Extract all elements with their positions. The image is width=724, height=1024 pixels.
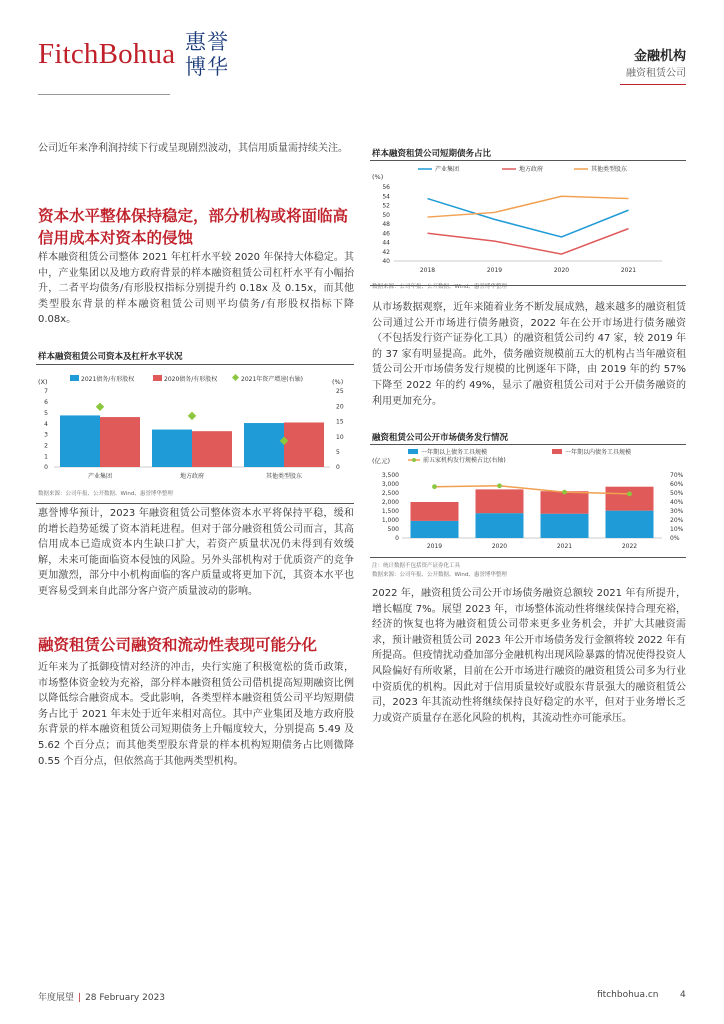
chart1-ytick: 46 [382, 230, 390, 238]
chart3-legend-swatch-1 [408, 449, 418, 454]
chart3-ytick-left: 1,500 [381, 508, 399, 516]
chart2-legend-swatch-1 [70, 375, 79, 381]
chart3-xtick: 2022 [621, 543, 638, 550]
left-paragraph-4: 近年来为了抵御疫情对经济的冲击，央行实施了积极宽松的货币政策，市场整体资金较为充裕，部分样本融资租赁公司借机提高短期融资比例以降低综合融资成本。受此影响，各类型样本融资租赁公司平均短期债务占比于 2021 年末处于近年来相对高位。其中产业集团及地方政府股东背景的样本融资租赁公司短期债务上升幅度较大，分别提高 5.49 及 5.62 个百分点；而其他类型股东背景的样本机构短期债务占比则微降 0.55 个百分点，但依然高于其他两类型机构。 [38, 662, 354, 767]
chart1-ytick: 52 [382, 202, 390, 210]
chart2-title: 样本融资租赁公司资本及杠杆水平状况 [38, 352, 183, 362]
section-title: 金融机构 [633, 49, 686, 64]
chart2-legend-2: 2020债务/有形股权 [164, 376, 218, 383]
footer-left [38, 990, 165, 1003]
chart2-bar-2020 [100, 417, 140, 467]
chart1-ytick: 50 [382, 211, 390, 219]
chart1-ytick: 44 [382, 239, 390, 247]
chart2-ytick-left: 6 [44, 399, 48, 407]
chart2-bar-2021 [152, 430, 192, 467]
chart2-yright-label: (%) [332, 378, 344, 386]
footer-page-number: 4 [680, 990, 686, 1000]
chart3-legend-2: 一年期以内债务工具规模 [565, 449, 632, 456]
chart1-series-line-2 [428, 229, 629, 254]
chart3-share-marker [627, 492, 632, 497]
chart3-bar-short-term [541, 491, 589, 514]
chart3-ytick-right: 70% [670, 472, 684, 480]
chart1-xtick: 2019 [486, 267, 503, 274]
chart3-ytick-left: 2,000 [381, 499, 399, 507]
chart3-ytick-left: 0 [395, 535, 399, 543]
chart2-legend-swatch-3 [232, 374, 239, 381]
chart3-ytick-left: 3,500 [381, 472, 399, 480]
chart3-svg [370, 445, 686, 557]
chart3-title: 融资租赁公司公开市场债务发行情况 [372, 433, 509, 443]
chart1-legend-2: 地方政府 [519, 166, 544, 173]
chart3-bar-short-term [411, 502, 459, 521]
chart3-note: 注：统计数据不包括资产证券化工具 [372, 563, 461, 569]
footer-date: 28 February 2023 [85, 993, 166, 1003]
chart2-svg [36, 365, 354, 503]
logo-text: FitchBohua [38, 38, 176, 70]
chart1-legend-3: 其他类型股东 [591, 166, 628, 173]
chart3-bar-short-term [476, 489, 524, 513]
chart2-bar-2020 [284, 422, 324, 467]
chart2-xtick: 地方政府 [179, 473, 205, 480]
chart2-ytick-right: 0 [336, 464, 340, 472]
chart3-ytick-right: 40% [670, 499, 684, 507]
right-paragraph-2: 2022 年，融资租赁公司公开市场债务融资总额较 2021 年有所提升，增长幅度 7%。展望 2023 年，市场整体流动性将继续保持合理充裕，经济的恢复也将为融资租赁公司带来更多业务机会，并扩大其融资需求，预计融资租赁公司 2023 年公开市场债务发行金额将较 2022 年有所提高。但疫情扰动叠加部分金融机构出现风险暴露的情况使得投资人风险偏好有所收紧，目前在公开市场进行融资的融资租赁公司多为行业中资质优的机构。因此对于信用质量较好或股东背景强大的融资租赁公司，2023 年其流动性将继续保持良好稳定的水平，但对于业务增长乏力或资产质量存在恶化风险的机构，其流动性亦可能承压。 [372, 588, 686, 724]
chart2-yleft-label: (X) [38, 378, 48, 386]
chart3-legend-swatch-2 [552, 449, 562, 454]
chart3-ytick-left: 2,500 [381, 490, 399, 498]
chart3-bar-long-term [541, 514, 589, 538]
chart3-frame [370, 444, 686, 558]
left-paragraph-1: 公司近年来净利润持续下行或呈现剧烈波动，其信用质量需持续关注。 [38, 143, 348, 154]
section-subtitle: 融资租赁公司 [626, 68, 686, 79]
chart1-ytick: 56 [382, 184, 390, 192]
chart3-bar-long-term [411, 521, 459, 538]
footer-website: fitchbohua.cn [597, 990, 659, 1000]
chart1-series-line-3 [428, 196, 629, 217]
chart1-ytick: 40 [382, 258, 390, 266]
chart1-title: 样本融资租赁公司短期债务占比 [372, 149, 492, 159]
logo-chinese [185, 30, 235, 80]
chart2-asset-growth-marker [96, 403, 104, 411]
chart2-xtick: 产业集团 [87, 473, 113, 480]
chart2-legend-swatch-2 [153, 375, 162, 381]
chart3-ytick-right: 20% [670, 517, 684, 525]
heading-financing: 融资租赁公司融资和流动性表现可能分化 [38, 636, 318, 654]
chart2-bar-2021 [60, 415, 100, 467]
chart3-legend-1: 一年期以上债务工具规模 [421, 449, 488, 456]
chart2-ytick-right: 15 [336, 418, 344, 426]
chart2-legend-3: 2021年资产增速(右轴) [241, 376, 303, 383]
left-paragraph-3: 惠誉博华预计，2023 年融资租赁公司整体资本水平将保持平稳，缓和的增长趋势延缓了资本消耗进程。但对于部分融资租赁公司而言，其高信用成本已造成资本内生缺口扩大，若资产质量状况仍未得到有效缓解，未来可能面临资本侵蚀的风险。另外头部机构对于优质资产的竞争更加激烈，部分中小机构面临的客户质量或将更加下沉，其资本水平也更容易受到来自此部分客户资产质量波动的影响。 [38, 508, 354, 597]
chart2-ytick-right: 5 [336, 449, 340, 456]
logo-cn-line1: 惠誉 [185, 30, 229, 54]
chart2-ytick-right: 25 [336, 388, 344, 396]
chart3-xtick: 2021 [556, 543, 573, 550]
chart1-svg [370, 161, 686, 285]
chart2-bar-2021 [244, 423, 284, 467]
footer-separator: | [78, 993, 82, 1003]
chart3-ytick-right: 30% [670, 508, 684, 516]
chart3-source: 数据来源：公司年报、公开数据、Wind、惠誉博华整理 [372, 572, 507, 578]
chart2-asset-growth-marker [188, 412, 196, 420]
chart3-xtick: 2019 [426, 543, 443, 550]
chart1-source: 数据来源：公司年报、公开数据、Wind、惠誉博华整理 [372, 284, 507, 290]
chart2-ytick-left: 3 [44, 431, 48, 439]
chart3-ytick-right: 10% [670, 526, 684, 534]
chart1-xtick: 2020 [553, 267, 570, 274]
left-paragraph-2: 样本融资租赁公司整体 2021 年杠杆水平较 2020 年保持大体稳定。其中，产业集团以及地方政府背景的样本融资租赁公司杠杆水平有小幅抬升，二者平均债务/有形股权指标分别提升约 0.18x 及 0.15x，而其他类型股东背景的样本融资租赁公司则平均债务/有形股权指标下降 0.08x。 [38, 252, 354, 326]
chart2-bar-2020 [192, 431, 232, 467]
right-paragraph-1: 从市场数据观察，近年来随着业务不断发展成熟，越来越多的融资租赁公司通过公开市场进行债务融资，2022 年在公开市场进行债务融资（不包括发行资产证券化工具）的融资租赁公司约 47 家，较 2019 年的 37 家有明显提高。此外，债务融资规模前五大的机构占当年融资租赁公司公开市场债务发行规模的比例逐年下降，由 2019 年的约 57%下降至 2022 年的约 49%，显示了融资租赁公司对于公开债务融资的利用更加充分。 [372, 302, 686, 407]
chart2-ytick-right: 10 [336, 433, 344, 441]
chart3-bar-long-term [606, 511, 654, 538]
chart1-ytick: 48 [382, 221, 390, 229]
logo-cn-line2: 博华 [185, 55, 229, 79]
chart3-legend-3: 前五家机构发行规模占比(右轴) [423, 457, 506, 464]
chart1-xtick: 2021 [620, 267, 637, 274]
chart1-ytick: 42 [382, 248, 390, 256]
logo-divider [38, 94, 170, 95]
chart3-ytick-right: 50% [670, 490, 684, 498]
chart3-ytick-left: 500 [387, 526, 399, 534]
chart3-ytick-left: 1,000 [381, 517, 399, 525]
header-divider [620, 84, 686, 85]
chart3-bar-long-term [476, 513, 524, 538]
chart3-bar-short-term [606, 487, 654, 511]
chart3-ytick-right: 0% [670, 535, 680, 543]
heading-capital: 资本水平整体保持稳定，部分机构或将面临高信用成本对资本的侵蚀 [38, 207, 349, 247]
chart2-ytick-left: 4 [44, 420, 48, 428]
chart1-unit-label: (%) [372, 173, 384, 181]
chart3-share-marker [432, 484, 437, 489]
chart3-xtick: 2020 [491, 543, 508, 550]
chart3-share-line [435, 486, 630, 494]
chart2-frame [36, 364, 354, 504]
chart2-ytick-right: 20 [336, 403, 344, 411]
chart1-legend-1: 产业集团 [435, 166, 460, 173]
chart1-ytick: 54 [382, 193, 390, 201]
chart2-xtick: 其他类型股东 [265, 473, 303, 480]
chart1-xtick: 2018 [419, 267, 436, 274]
chart3-ytick-left: 3,000 [381, 481, 399, 489]
chart2-ytick-left: 2 [44, 442, 48, 450]
chart2-source: 数据来源：公司年报、公开数据、Wind、惠誉博华整理 [38, 491, 173, 497]
chart2-legend-1: 2021债务/有形股权 [81, 376, 135, 383]
chart2-ytick-left: 0 [44, 464, 48, 472]
chart3-yleft-label: (亿元) [372, 457, 391, 465]
footer-doc-type: 年度展望 [38, 993, 75, 1003]
chart3-legend-marker-3 [412, 458, 416, 462]
chart2-ytick-left: 7 [44, 388, 48, 396]
chart1-frame [370, 160, 686, 286]
chart3-share-marker [562, 490, 567, 495]
chart3-share-marker [497, 483, 502, 488]
chart2-ytick-left: 5 [44, 409, 48, 417]
chart2-ytick-left: 1 [44, 453, 48, 461]
chart3-ytick-right: 60% [670, 481, 684, 489]
